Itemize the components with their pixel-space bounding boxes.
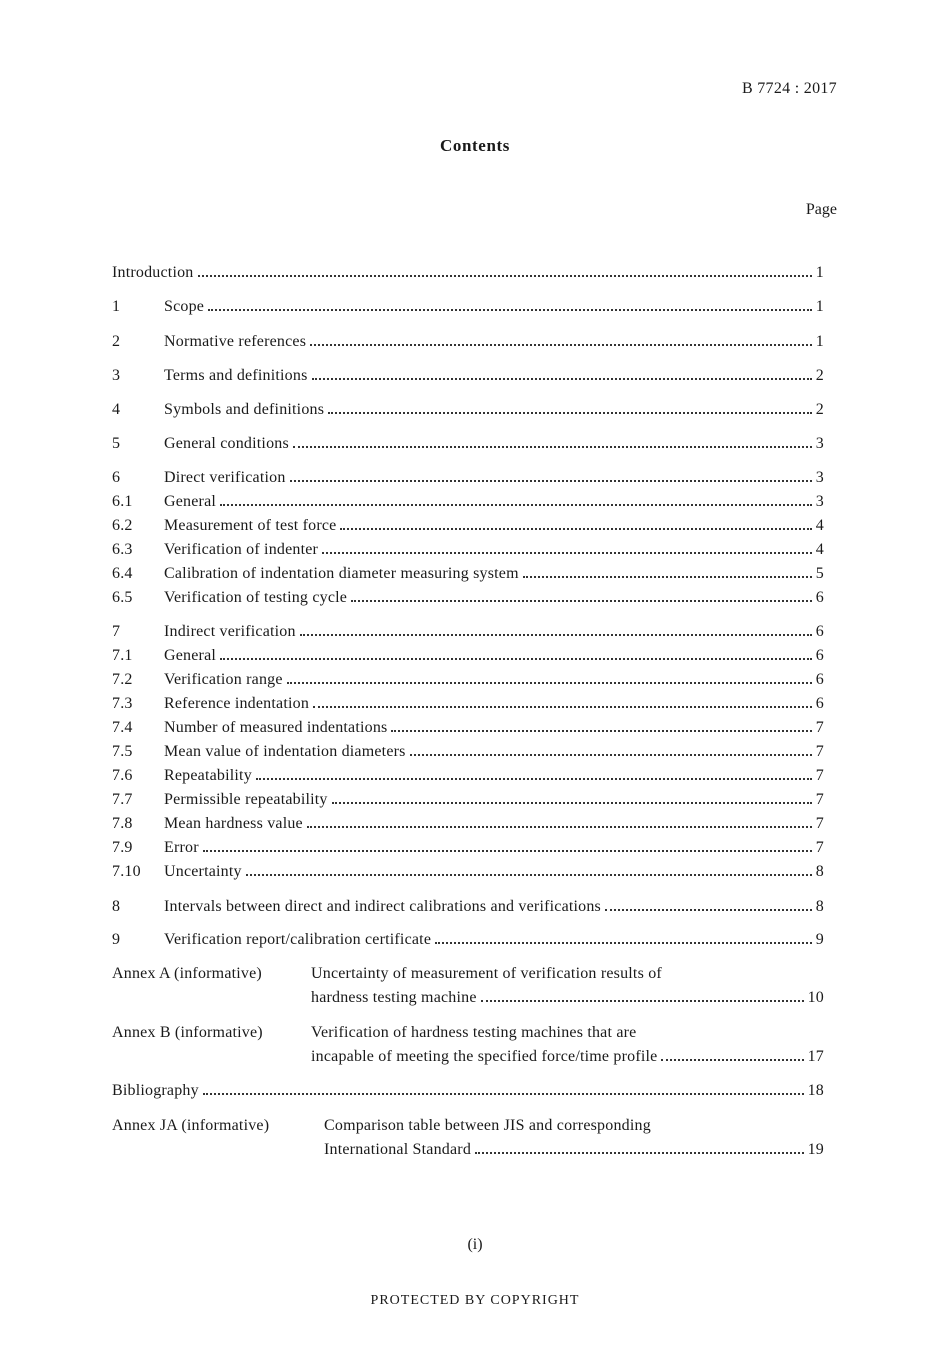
leader-dots [208,308,812,311]
toc-entry-title: Terms and definitions [164,367,308,384]
leader-dots [300,633,812,636]
toc-entry-title: Indirect verification [164,623,296,640]
toc-entry-title: Symbols and definitions [164,401,325,418]
toc-entry-line [164,669,824,691]
toc-entry-number: 2 [112,333,121,350]
toc-entry-number: 7.1 [112,647,133,664]
leader-dots [523,575,812,578]
toc-entry-7-1[interactable] [112,645,824,667]
toc-entry-page: 18 [807,1082,824,1099]
leader-dots [220,503,812,506]
toc-entry-title: General [164,493,217,510]
toc-entry-annex-ja[interactable] [112,1114,824,1162]
toc-entry-number: 7.9 [112,839,133,856]
toc-entry-line [164,539,824,561]
leader-dots [328,411,812,414]
toc-entry-page: 1 [815,264,824,281]
toc-entry-7-5[interactable] [112,741,824,763]
toc-entry-7-10[interactable] [112,861,824,883]
toc-entry-6[interactable] [112,467,824,489]
leader-dots [246,873,812,876]
toc-entry-page: 1 [815,333,824,350]
annex-title-line-1: Comparison table between JIS and corresponding [324,1117,651,1134]
leader-dots [475,1151,804,1154]
toc-entry-line [112,1080,824,1102]
toc-entry-number: 7.8 [112,815,133,832]
leader-dots [410,753,812,756]
toc-entry-number: 6.3 [112,541,133,558]
toc-entry-page: 7 [815,719,824,736]
toc-entry-line [311,986,824,1010]
copyright-notice: PROTECTED BY COPYRIGHT [370,1293,580,1308]
toc-entry-title: Verification range [164,671,283,688]
toc-entry-number: 7.7 [112,791,133,808]
toc-entry-line [164,741,824,763]
toc-entry-line [164,717,824,739]
leader-dots [256,777,812,780]
toc-entry-title: Error [164,839,199,856]
toc-entry-number: 7.3 [112,695,133,712]
toc-entry-title: Measurement of test force [164,517,337,534]
toc-entry-7-9[interactable] [112,837,824,859]
toc-entry-line [164,587,824,609]
toc-entry-line [112,262,824,284]
toc-entry-7-8[interactable] [112,813,824,835]
toc-entry-title: Introduction [112,264,194,281]
toc-entry-title: Calibration of indentation diameter measuring system [164,565,519,582]
toc-entry-7[interactable] [112,621,824,643]
toc-entry-number: 7.5 [112,743,133,760]
toc-entry-title: Mean hardness value [164,815,303,832]
toc-entry-page: 17 [807,1048,824,1065]
toc-entry-title: Mean value of indentation diameters [164,743,406,760]
toc-entry-page: 2 [815,401,824,418]
annex-label: Annex A (informative) [112,965,262,982]
toc-entry-annex-a[interactable] [112,962,824,1010]
toc-entry-6-1[interactable] [112,491,824,513]
toc-entry-page: 3 [815,493,824,510]
toc-entry-title: General [164,647,217,664]
toc-entry-title: General conditions [164,435,289,452]
toc-entry-title: Scope [164,298,205,315]
toc-entry-title: Bibliography [112,1082,199,1099]
toc-entry-page: 9 [815,931,824,948]
toc-entry-page: 1 [815,298,824,315]
toc-entry-number: 6.4 [112,565,133,582]
toc-entry-line [164,433,824,455]
toc-entry-line [164,896,824,918]
toc-entry-number: 4 [112,401,121,418]
toc-entry-number: 7.2 [112,671,133,688]
toc-entry-page: 8 [815,898,824,915]
toc-entry-line [164,365,824,387]
toc-entry-page: 7 [815,791,824,808]
toc-entry-number: 6.2 [112,517,133,534]
toc-entry-line [164,515,824,537]
toc-entry-number: 7.10 [112,863,141,880]
leader-dots [351,599,812,602]
toc-entry-page: 19 [807,1141,824,1158]
toc-entry-number: 3 [112,367,121,384]
toc-entry-7-7[interactable] [112,789,824,811]
toc-entry-page: 6 [815,623,824,640]
toc-entry-3[interactable] [112,365,824,387]
toc-entry-page: 3 [815,469,824,486]
toc-entry-annex-b[interactable] [112,1021,824,1069]
toc-entry-title: Verification of testing cycle [164,589,348,606]
page-title: Contents [440,136,510,155]
leader-dots [290,479,812,482]
toc-entry-6-5[interactable] [112,587,824,609]
annex-label: Annex B (informative) [112,1024,263,1041]
toc-entry-line [164,837,824,859]
toc-entry-line [164,929,824,951]
toc-entry-line [164,296,824,318]
toc-entry-line [164,645,824,667]
toc-entry-number: 9 [112,931,121,948]
toc-entry-line [164,765,824,787]
toc-entry-2[interactable] [112,331,824,353]
toc-entry-page: 7 [815,839,824,856]
toc-entry-number: 7.6 [112,767,133,784]
toc-entry-title: Verification of indenter [164,541,319,558]
toc-entry-title: Reference indentation [164,695,310,712]
leader-dots [322,551,812,554]
leader-dots [391,729,811,732]
toc-entry-line [324,1138,824,1162]
toc-entry-6-4[interactable] [112,563,824,585]
toc-entry-title: Number of measured indentations [164,719,388,736]
toc-entry-6-3[interactable] [112,539,824,561]
annex-title-line-1: Verification of hardness testing machines that are [311,1024,637,1041]
toc-entry-page: 4 [815,517,824,534]
annex-title-line-2: hardness testing machine [311,989,477,1006]
toc-entry-page: 7 [815,743,824,760]
toc-entry-introduction[interactable] [112,262,824,284]
toc-entry-title: Repeatability [164,767,252,784]
leader-dots [481,999,804,1002]
toc-entry-line [164,399,824,421]
toc-entry-page: 3 [815,435,824,452]
leader-dots [307,825,812,828]
toc-entry-title: Uncertainty [164,863,242,880]
leader-dots [340,527,811,530]
leader-dots [203,849,812,852]
toc-entry-line [164,621,824,643]
toc-entry-title: Intervals between direct and indirect calibrations and verifications [164,898,601,915]
toc-entry-number: 6 [112,469,121,486]
toc-entry-number: 6.1 [112,493,133,510]
toc-entry-number: 1 [112,298,121,315]
toc-entry-page: 10 [807,989,824,1006]
toc-entry-number: 7 [112,623,121,640]
annex-title-line-1: Uncertainty of measurement of verification results of [311,965,662,982]
toc-entry-1[interactable] [112,296,824,318]
toc-entry-title: Verification report/calibration certificate [164,931,432,948]
toc-entry-number: 5 [112,435,121,452]
toc-entry-page: 4 [815,541,824,558]
toc-entry-line [164,563,824,585]
toc-entry-6-2[interactable] [112,515,824,537]
leader-dots [605,908,812,911]
annex-label: Annex JA (informative) [112,1117,270,1134]
leader-dots [198,274,812,277]
page-column-heading: Page [805,201,837,218]
toc-entry-page: 6 [815,647,824,664]
toc-entry-line [164,693,824,715]
toc-entry-page: 7 [815,815,824,832]
toc-entry-title: Direct verification [164,469,286,486]
toc-entry-title: Permissible repeatability [164,791,328,808]
toc-entry-5[interactable] [112,433,824,455]
toc-entry-number: 7.4 [112,719,133,736]
annex-title-line-2: incapable of meeting the specified force/time profile [311,1048,658,1065]
toc-entry-line [164,331,824,353]
toc-entry-number: 6.5 [112,589,133,606]
toc-entry-4[interactable] [112,399,824,421]
toc-entry-line [311,1045,824,1069]
toc-entry-page: 6 [815,671,824,688]
toc-entry-7-4[interactable] [112,717,824,739]
toc-entry-8[interactable] [112,896,824,918]
toc-entry-page: 8 [815,863,824,880]
toc-entry-line [164,813,824,835]
toc-entry-line [164,467,824,489]
leader-dots [310,343,812,346]
toc-entry-page: 2 [815,367,824,384]
leader-dots [293,445,812,448]
leader-dots [332,801,812,804]
leader-dots [312,377,812,380]
toc-entry-page: 5 [815,565,824,582]
toc-entry-7-2[interactable] [112,669,824,691]
toc-entry-7-3[interactable] [112,693,824,715]
leader-dots [313,705,812,708]
toc-entry-number: 8 [112,898,121,915]
toc-entry-7-6[interactable] [112,765,824,787]
toc-entry-page: 6 [815,589,824,606]
toc-entry-bibliography[interactable] [112,1080,824,1102]
leader-dots [287,681,812,684]
annex-title-line-2: International Standard [324,1141,472,1158]
leader-dots [435,941,812,944]
toc-entry-line [164,861,824,883]
standard-number: B 7724 : 2017 [741,80,837,97]
leader-dots [203,1092,804,1095]
toc-entry-page: 6 [815,695,824,712]
leader-dots [220,657,812,660]
toc-entry-9[interactable] [112,929,824,951]
toc-entry-title: Normative references [164,333,307,350]
toc-entry-page: 7 [815,767,824,784]
page-number: (i) [467,1236,483,1253]
leader-dots [661,1058,803,1061]
toc-entry-line [164,789,824,811]
toc-entry-line [164,491,824,513]
